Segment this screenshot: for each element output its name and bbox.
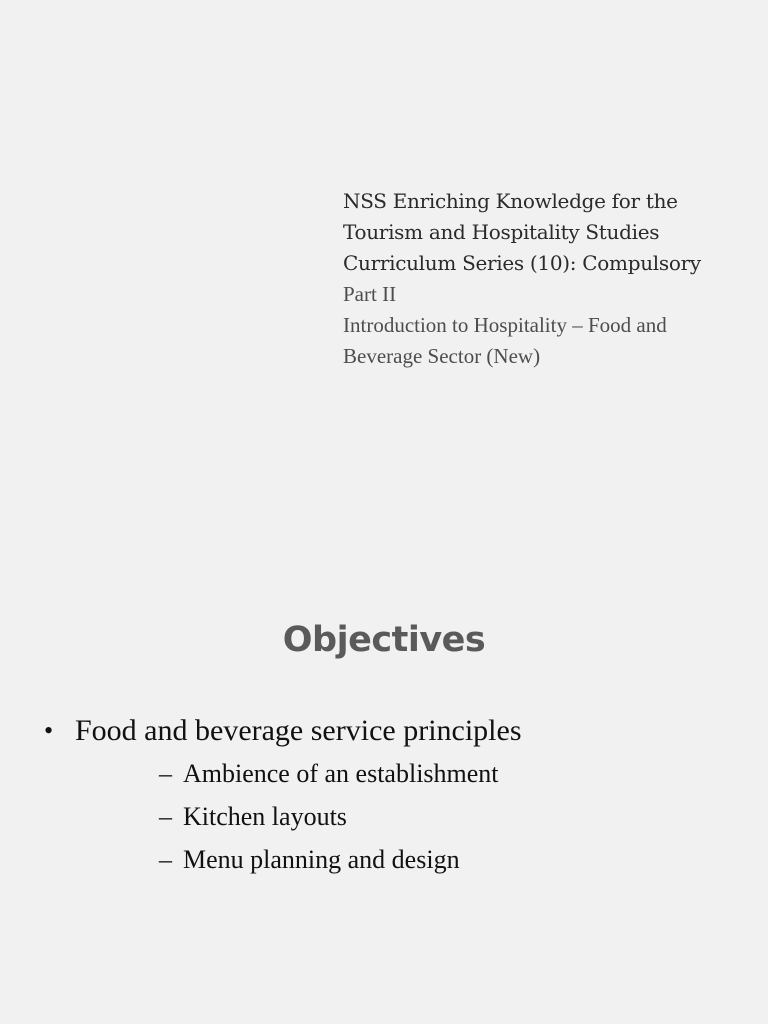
dash-marker: –: [159, 845, 172, 874]
objectives-slide: [0, 512, 768, 1024]
subtitle-line: Beverage Sector (New): [343, 344, 541, 368]
slide-title: [343, 186, 763, 279]
title-line: Tourism and Hospitality Studies: [343, 220, 660, 244]
sub-item-text: Menu planning and design: [183, 845, 460, 874]
objectives-list: [0, 710, 768, 881]
slide-subtitle: [343, 279, 763, 372]
title-line: Curriculum Series (10): Compulsory: [343, 251, 701, 275]
sub-item-text: Kitchen layouts: [183, 802, 347, 831]
bullet-marker: •: [44, 716, 54, 745]
objectives-heading: Objectives: [282, 620, 486, 660]
dash-marker: –: [159, 759, 172, 788]
sub-item: [75, 795, 768, 838]
sub-item: [75, 838, 768, 881]
dash-marker: –: [159, 802, 172, 831]
title-block: [343, 186, 763, 372]
sub-list: [75, 752, 768, 881]
title-line: NSS Enriching Knowledge for the: [343, 189, 678, 213]
sub-item: [75, 752, 768, 795]
subtitle-line: Introduction to Hospitality – Food and: [343, 313, 667, 337]
sub-item-text: Ambience of an establishment: [183, 759, 499, 788]
bullet-item: [0, 710, 768, 881]
subtitle-line: Part II: [343, 282, 397, 306]
bullet-text: Food and beverage service principles: [75, 714, 522, 747]
